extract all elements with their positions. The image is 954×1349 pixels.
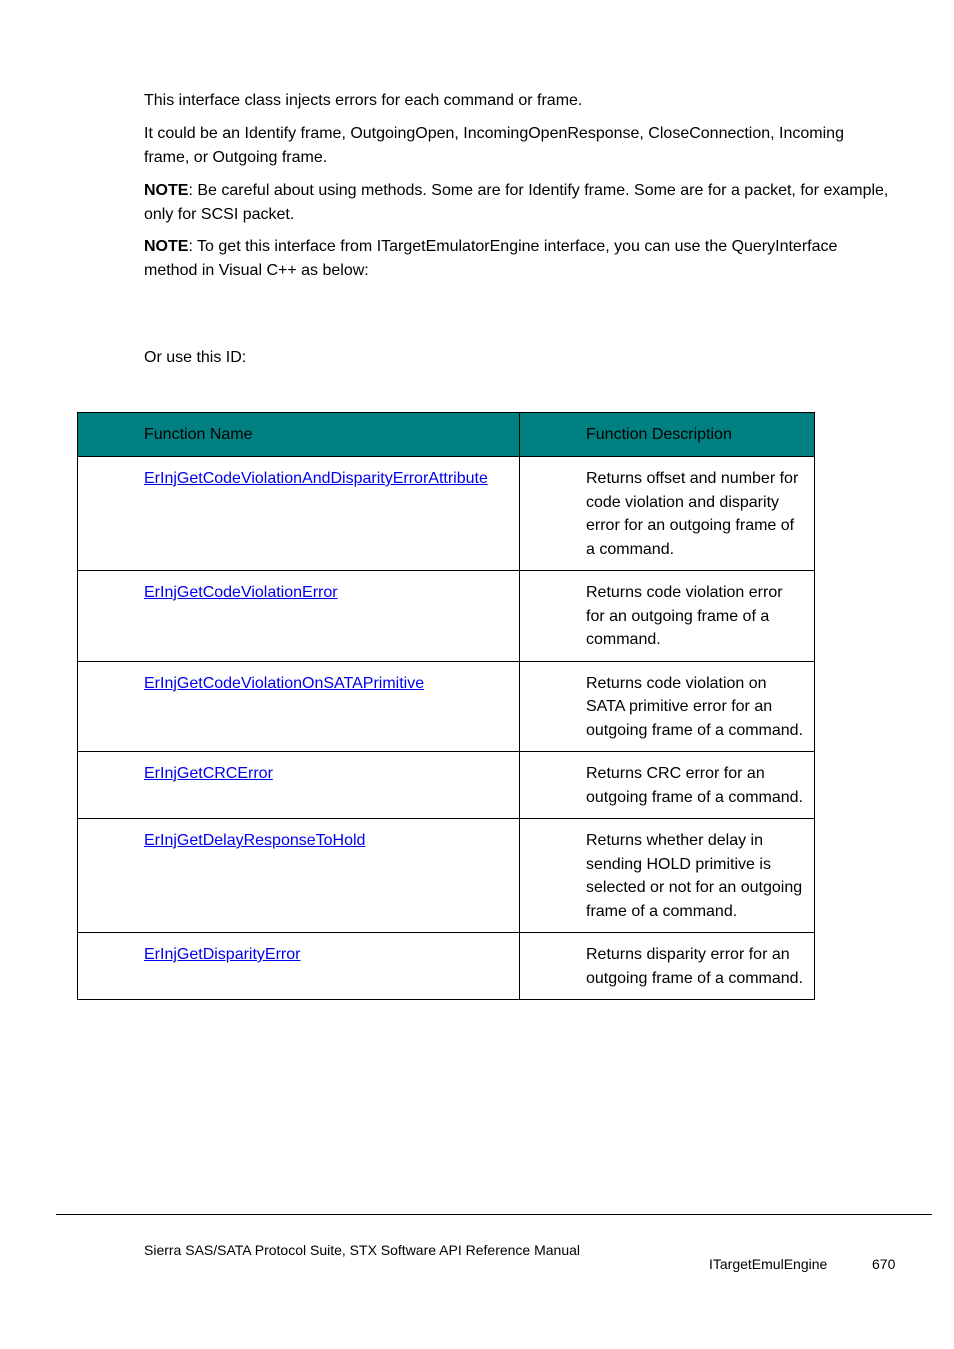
note-methods bbox=[144, 179, 889, 226]
table-row bbox=[78, 933, 815, 1000]
table-row bbox=[78, 752, 815, 819]
function-name-cell bbox=[78, 819, 520, 933]
footer-divider bbox=[56, 1214, 932, 1215]
function-table bbox=[77, 412, 815, 1000]
footer-section-name: ITargetEmulEngine bbox=[709, 1256, 828, 1272]
note-text: : Be careful about using methods. Some are for Identify frame. Some are for a packet, for example, only for SCSI packet. bbox=[144, 182, 889, 223]
header-function-name: Function Name bbox=[78, 413, 520, 457]
table-row bbox=[78, 571, 815, 662]
function-link[interactable]: ErInjGetCodeViolationOnSATAPrimitive bbox=[144, 674, 425, 692]
function-name-cell bbox=[78, 752, 520, 819]
note-label: NOTE bbox=[144, 238, 189, 255]
table-row bbox=[78, 819, 815, 933]
function-description-cell: Returns code violation error for an outgoing frame of a command. bbox=[520, 571, 815, 662]
function-description-cell: Returns whether delay in sending HOLD primitive is selected or not for an outgoing frame of a command. bbox=[520, 819, 815, 933]
note-text: : To get this interface from ITargetEmulatorEngine interface, you can use the QueryInterface method in Visual C++ as below: bbox=[144, 238, 838, 279]
function-link[interactable]: ErInjGetDelayResponseToHold bbox=[144, 832, 366, 849]
function-description-cell: Returns code violation on SATA primitive error for an outgoing frame of a command. bbox=[520, 661, 815, 752]
function-name-cell bbox=[78, 661, 520, 752]
function-link[interactable]: ErInjGetCRCError bbox=[144, 765, 273, 782]
table-row bbox=[78, 457, 815, 571]
intro-paragraph: This interface class injects errors for each command or frame. bbox=[144, 92, 583, 109]
id-paragraph: Or use this ID: bbox=[144, 349, 247, 366]
function-link[interactable]: ErInjGetDisparityError bbox=[144, 946, 301, 963]
function-description-cell: Returns offset and number for code violation and disparity error for an outgoing frame of a command. bbox=[520, 457, 815, 571]
function-name-cell bbox=[78, 933, 520, 1000]
note-queryinterface bbox=[144, 235, 889, 282]
function-description-cell: Returns disparity error for an outgoing frame of a command. bbox=[520, 933, 815, 1000]
table-row bbox=[78, 661, 815, 752]
footer-manual-title: Sierra SAS/SATA Protocol Suite, STX Software API Reference Manual bbox=[144, 1242, 581, 1258]
footer-page-number: 670 bbox=[872, 1256, 896, 1272]
function-description-cell: Returns CRC error for an outgoing frame of a command. bbox=[520, 752, 815, 819]
function-name-cell bbox=[78, 571, 520, 662]
table-header-row bbox=[78, 413, 815, 457]
function-link[interactable]: ErInjGetCodeViolationError bbox=[144, 584, 338, 601]
header-function-description: Function Description bbox=[520, 413, 815, 457]
function-link[interactable]: ErInjGetCodeViolationAndDisparityErrorAttribute bbox=[144, 470, 488, 487]
note-label: NOTE bbox=[144, 182, 189, 199]
function-name-cell bbox=[78, 457, 520, 571]
frame-types-paragraph: It could be an Identify frame, OutgoingOpen, IncomingOpenResponse, CloseConnection, Incoming frame, or Outgoing frame. bbox=[144, 125, 844, 166]
